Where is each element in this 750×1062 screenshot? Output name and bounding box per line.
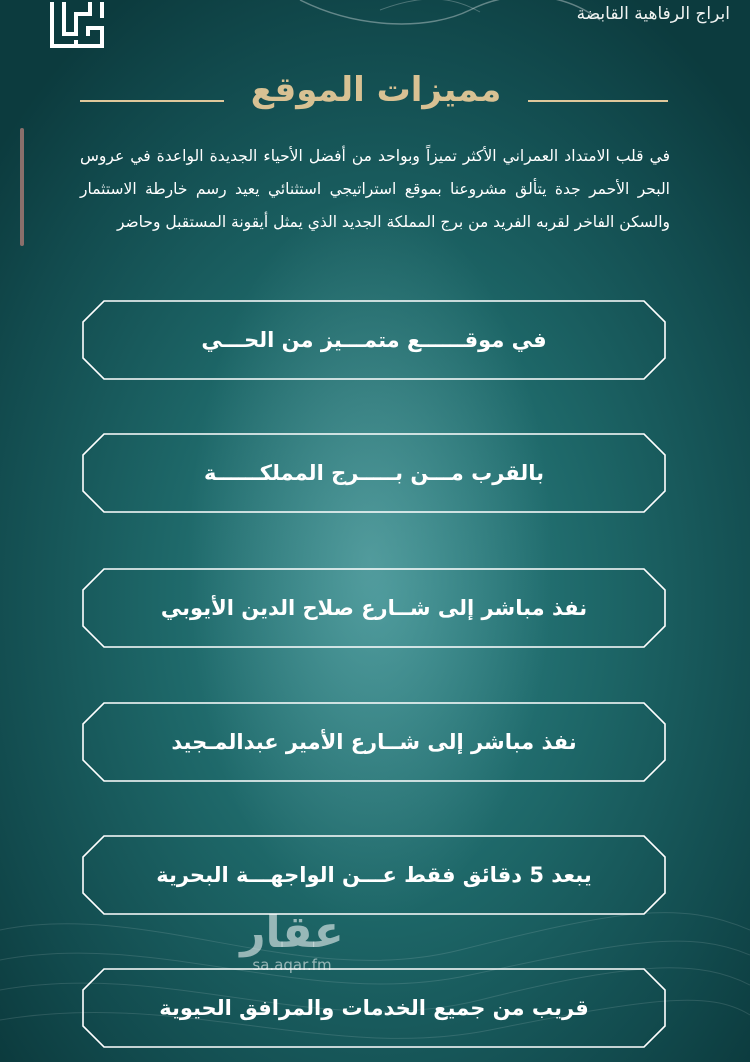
section-title: مميزات الموقع xyxy=(250,70,502,110)
intro-paragraph: في قلب الامتداد العمراني الأكثر تميزاً وبواحد من أفضل الأحياء الجديدة الواعدة في عروس البحر الأحمر جدة يتألق مشروعنا بموقع استراتيجي استثنائي يعيد رسم خارطة الاستثمار والسكن الفاخر لقربه الفريد من برج المملكة الجديد الذي يمثل أيقونة المستقبل وحاضر xyxy=(80,147,670,231)
feature-card-4 xyxy=(82,702,666,782)
brand-name: ابراج الرفاهية القابضة xyxy=(576,4,730,24)
watermark-url: sa.aqar.fm xyxy=(252,956,332,974)
feature-label: نفذ مباشر إلى شــارع الأمير عبدالمـجيد xyxy=(171,730,577,754)
feature-card-3 xyxy=(82,568,666,648)
feature-card-1 xyxy=(82,300,666,380)
feature-card-5 xyxy=(82,835,666,915)
feature-label: نفذ مباشر إلى شــارع صلاح الدين الأيوبي xyxy=(160,596,588,620)
section-header xyxy=(0,70,750,114)
aqar-watermark xyxy=(232,907,352,974)
title-divider-right xyxy=(528,100,668,102)
scroll-indicator xyxy=(20,128,24,246)
feature-card-6 xyxy=(82,968,666,1048)
feature-label: بالقرب مـــن بـــــرج المملكــــــة xyxy=(203,461,545,485)
company-logo-icon xyxy=(48,0,106,50)
feature-card-2 xyxy=(82,433,666,513)
feature-label: في موقــــــع متمـــيز من الحـــي xyxy=(201,328,547,352)
watermark-text: عقار xyxy=(240,907,344,958)
feature-label: قريب من جميع الخدمات والمرافق الحيوية xyxy=(159,996,589,1020)
title-divider-left xyxy=(80,100,224,102)
feature-label: يبعد 5 دقائق فقط عـــن الواجهـــة البحرية xyxy=(156,863,592,887)
